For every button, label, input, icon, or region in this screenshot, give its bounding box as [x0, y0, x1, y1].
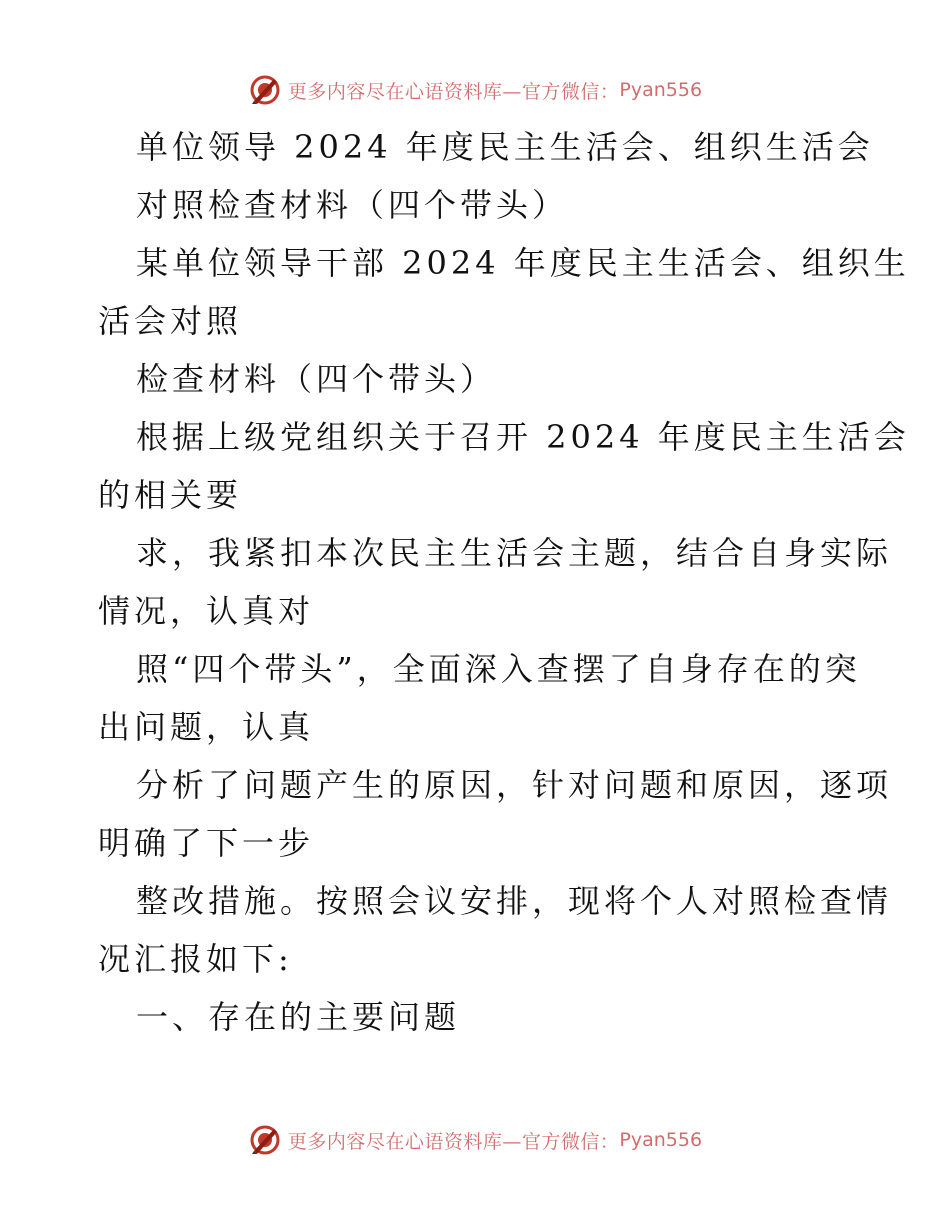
paragraph-line: 情况，认真对	[98, 592, 315, 630]
paragraph-line: 求，我紧扣本次民主生活会主题，结合自身实际	[136, 534, 893, 572]
subtitle-line-2: 活会对照	[98, 302, 243, 340]
paragraph-line: 的相关要	[98, 476, 243, 514]
paragraph-line: 整改措施。按照会议安排，现将个人对照检查情	[136, 882, 893, 920]
paragraph-line: 况汇报如下:	[98, 940, 293, 978]
footer-banner-text: 更多内容尽在心语资料库—官方微信：	[287, 1130, 620, 1153]
subtitle-line-3: 检查材料（四个带头）	[136, 360, 497, 398]
pen-logo-icon	[248, 1123, 282, 1157]
subtitle-line-1: 某单位领导干部 2024 年度民主生活会、组织生	[136, 244, 910, 282]
paragraph-line: 分析了问题产生的原因，针对问题和原因，逐项	[136, 766, 893, 804]
footer-watermark-banner	[0, 1120, 950, 1160]
paragraph-line: 出问题，认真	[98, 708, 315, 746]
header-banner-handle: Pyan556	[619, 79, 703, 101]
paragraph-line: 根据上级党组织关于召开 2024 年度民主生活会	[136, 418, 910, 456]
paragraph-line: 照“四个带头”，全面深入查摆了自身存在的突	[136, 650, 861, 688]
header-watermark-banner	[0, 70, 950, 110]
title-line-1: 单位领导 2024 年度民主生活会、组织生活会	[136, 128, 874, 166]
header-banner-text: 更多内容尽在心语资料库—官方微信：	[287, 80, 620, 103]
section-heading: 一、存在的主要问题	[136, 998, 461, 1036]
footer-banner-handle: Pyan556	[619, 1129, 703, 1151]
pen-logo-icon	[248, 73, 282, 107]
title-line-2: 对照检查材料（四个带头）	[136, 186, 569, 224]
document-body	[98, 118, 910, 1046]
paragraph-line: 明确了下一步	[98, 824, 315, 862]
